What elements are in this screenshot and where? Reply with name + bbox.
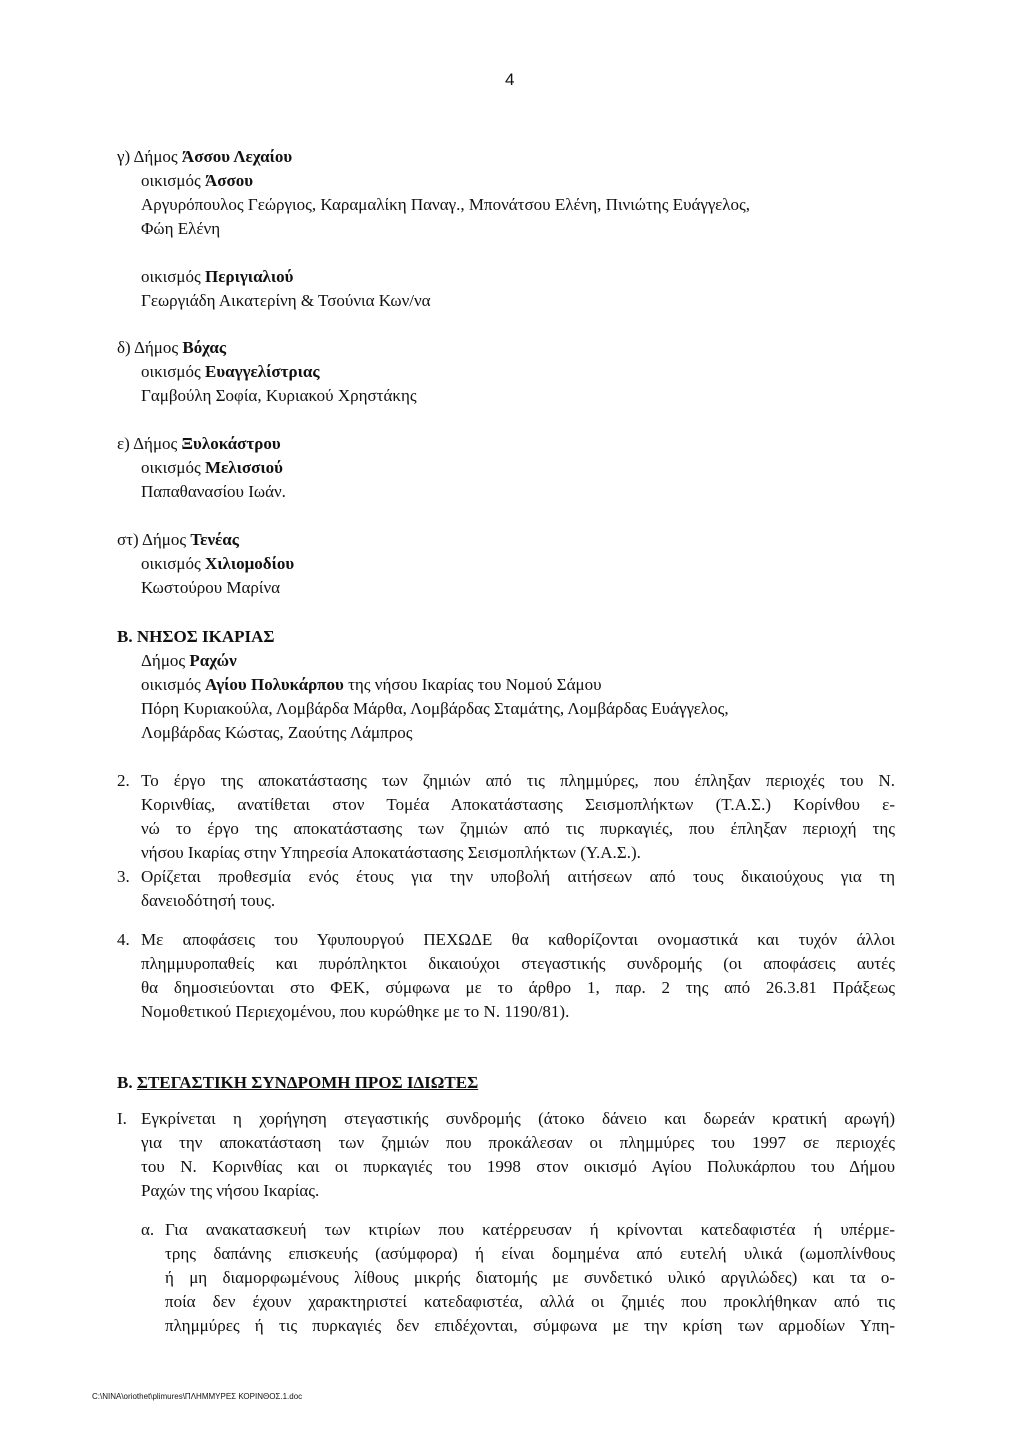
settlement-name: Άσσου <box>204 171 254 190</box>
municipality-prefix: Δήμος <box>133 338 183 357</box>
para-4-line: Με αποφάσεις του Υφυπουργού ΠΕΧΩΔΕ θα καθορίζονται ονομαστικά και τυχόν άλλοι <box>141 930 895 949</box>
settlement-name: Περιγιαλιού <box>204 267 294 286</box>
list-item-g-municipality <box>117 146 292 168</box>
para-a-line: ή μη διαμορφωμένους λίθους μικρής διατομής με συνδετικό υλικό αργιλώδες) και τα ο- <box>165 1268 895 1287</box>
municipality-name: Άσσου Λεχαίου <box>181 147 293 166</box>
para-2-line: Κορινθίας, ανατίθεται στον Τομέα Αποκατάστασης Σεισμοπλήκτων (Τ.Α.Σ.) Κορίνθου ε- <box>141 795 895 814</box>
names-line: Κωστούρου Μαρίνα <box>141 578 281 597</box>
para-3-line: Ορίζεται προθεσμία ενός έτους για την υποβολή αιτήσεων από τους δικαιούχους για τη <box>141 867 895 886</box>
settlement-prefix: οικισμός <box>141 362 205 381</box>
list-item-d-municipality <box>117 337 226 359</box>
names-line: Γεωργιάδη Αικατερίνη & Τσούνια Κων/να <box>141 291 431 310</box>
settlement-line <box>141 361 320 383</box>
municipality-name: Βόχας <box>182 338 227 357</box>
para-4-line: πλημμυροπαθείς και πυρόπληκτοι δικαιούχοι στεγαστικής συνδρομής (οι αποφάσεις αυτές <box>141 954 895 973</box>
settlement-line <box>141 553 294 575</box>
list-item-st-municipality <box>117 529 239 551</box>
para-3-line: δανειοδότησή τους. <box>141 891 276 910</box>
names-line: Φώη Ελένη <box>141 219 221 238</box>
para-I-line: για την αποκατάσταση των ζημιών που προκάλεσαν οι πλημμύρες του 1997 σε περιοχές <box>141 1133 895 1152</box>
municipality-prefix: Δήμος <box>133 147 182 166</box>
settlement-name: Αγίου Πολυκάρπου <box>204 675 344 694</box>
settlement-suffix: της νήσου Ικαρίας του Νομού Σάμου <box>343 675 602 694</box>
settlement-name: Μελισσιού <box>204 458 284 477</box>
para-a-line: ποία δεν έχουν χαρακτηριστεί κατεδαφιστέα, αλλά οι ζημιές που προκλήθηκαν από τις <box>165 1292 895 1311</box>
para-I-line: Ραχών της νήσου Ικαρίας. <box>141 1181 320 1200</box>
municipality-prefix: Δήμος <box>141 651 190 670</box>
municipality-name: Ραχών <box>189 651 237 670</box>
list-marker: στ) <box>117 530 142 549</box>
list-marker: δ) <box>117 338 134 357</box>
municipality-prefix: Δήμος <box>133 434 182 453</box>
para-a-line: πλημμύρες ή τις πυρκαγιές δεν επιδέχονται, σύμφωνα με την κρίση των αρμοδίων Υπη- <box>165 1316 895 1335</box>
settlement-prefix: οικισμός <box>141 554 205 573</box>
names-line: Αργυρόπουλος Γεώργιος, Καραμαλίκη Παναγ., Μπονάτσου Ελένη, Πινιώτης Ευάγγελος, <box>141 195 750 214</box>
para-a-marker: α. <box>141 1220 155 1239</box>
settlement-prefix: οικισμός <box>141 675 205 694</box>
municipality-line <box>141 650 237 672</box>
list-item-e-municipality <box>117 433 281 455</box>
settlement-prefix: οικισμός <box>141 171 205 190</box>
municipality-name: Τενέας <box>190 530 239 549</box>
para-a-line: Για ανακατασκευή των κτιρίων που κατέρρευσαν ή κρίνονται κατεδαφιστέα ή υπέρμε- <box>165 1220 895 1239</box>
section-title: ΣΤΕΓΑΣΤΙΚΗ ΣΥΝΔΡΟΜΗ ΠΡΟΣ ΙΔΙΩΤΕΣ <box>136 1073 479 1092</box>
municipality-prefix: Δήμος <box>141 530 191 549</box>
list-marker: γ) <box>117 147 134 166</box>
settlement-prefix: οικισμός <box>141 267 205 286</box>
names-line: Γαμβούλη Σοφία, Κυριακού Χρηστάκης <box>141 386 417 405</box>
settlement-line <box>141 457 283 479</box>
para-I-line: του Ν. Κορινθίας και οι πυρκαγιές του 1998 στον οικισμό Αγίου Πολυκάρπου του Δήμου <box>141 1157 895 1176</box>
para-4-marker: 4. <box>117 930 130 949</box>
para-3-marker: 3. <box>117 867 130 886</box>
settlement-prefix: οικισμός <box>141 458 205 477</box>
para-2-line: νώ το έργο της αποκατάστασης των ζημιών από τις πυρκαγιές, που έπληξαν περιοχή της <box>141 819 895 838</box>
settlement-line <box>141 266 294 288</box>
para-I-marker: Ι. <box>117 1109 127 1128</box>
settlement-name: Χιλιομοδίου <box>204 554 295 573</box>
names-line: Πόρη Κυριακούλα, Λομβάρδα Μάρθα, Λομβάρδας Σταμάτης, Λομβάρδας Ευάγγελος, <box>141 699 729 718</box>
list-marker: ε) <box>117 434 134 453</box>
para-4-line: θα δημοσιεύονται στο ΦΕΚ, σύμφωνα με το άρθρο 1, παρ. 2 της από 26.3.81 Πράξεως <box>141 978 895 997</box>
municipality-name: Ξυλοκάστρου <box>181 434 281 453</box>
para-2-marker: 2. <box>117 771 130 790</box>
section-heading-ikaria: Β. ΝΗΣΟΣ ΙΚΑΡΙΑΣ <box>117 627 275 646</box>
para-2-line: Το έργο της αποκατάστασης των ζημιών από τις πλημμύρες, που έπληξαν περιοχές του Ν. <box>141 771 895 790</box>
settlement-line <box>141 170 253 192</box>
footer-file-path: C:\NINA\oriothet\plimures\ΠΛΗΜΜΥΡΕΣ ΚΟΡΙΝΘΟΣ.1.doc <box>92 1392 303 1401</box>
settlement-line <box>141 674 602 696</box>
section-marker: Β. <box>117 1073 133 1092</box>
settlement-name: Ευαγγελίστριας <box>204 362 320 381</box>
para-a-line: τρης δαπάνης επισκευής (ασύμφορα) ή είναι δομημένα από ευτελή υλικά (ωμοπλίνθους <box>165 1244 895 1263</box>
names-line: Παπαθανασίου Ιωάν. <box>141 482 286 501</box>
para-I-line: Εγκρίνεται η χορήγηση στεγαστικής συνδρομής (άτοκο δάνειο και δωρεάν κρατική αρωγή) <box>141 1109 895 1128</box>
page-number: 4 <box>505 70 515 89</box>
para-4-line: Νομοθετικού Περιεχομένου, που κυρώθηκε με το Ν. 1190/81). <box>141 1002 570 1021</box>
section-heading-housing <box>117 1072 478 1094</box>
names-line: Λομβάρδας Κώστας, Ζαούτης Λάμπρος <box>141 723 413 742</box>
para-2-line: νήσου Ικαρίας στην Υπηρεσία Αποκατάστασης Σεισμοπλήκτων (Υ.Α.Σ.). <box>141 843 641 862</box>
